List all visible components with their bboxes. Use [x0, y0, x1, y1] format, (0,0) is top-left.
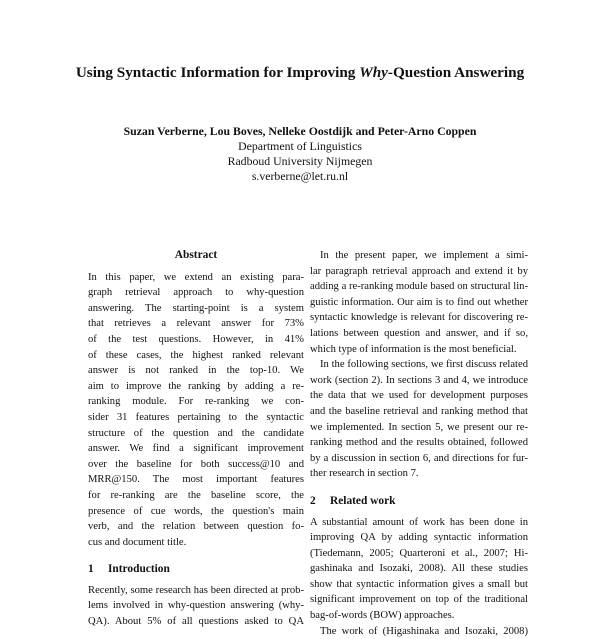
abstract-line: verb, and the relation between question fo- [88, 521, 304, 533]
left-column [88, 248, 304, 630]
author-email: s.verberne@let.ru.nl [251, 169, 349, 183]
author-names: Suzan Verberne, Lou Boves, Nelleke Oostdijk and Peter-Arno Coppen [123, 124, 477, 138]
related-line: bag-of-words (BOW) approaches. [310, 610, 455, 622]
body-line: syntactic knowledge is relevant for discovering re- [310, 312, 528, 324]
intro-line: lems involved in why-question answering (why- [88, 600, 304, 612]
body-line: guistic information. Our aim is to find out whether [310, 296, 528, 308]
body-line: which type of information is the most beneficial. [310, 343, 517, 355]
body-line: work (section 2). In sections 3 and 4, we introduce [310, 374, 528, 386]
intro-line: QA). About 5% of all questions asked to QA [88, 616, 304, 628]
section-title: Introduction [108, 563, 170, 576]
body-line: In the present paper, we implement a simi- [320, 250, 528, 261]
abstract-line: cus and document title. [88, 536, 187, 548]
body-line: lations between question and answer, and if so, [310, 327, 528, 339]
title-italic-why: Why [359, 64, 388, 81]
related-line: gashinaka and Isozaki, 2008). All these studies [310, 563, 528, 575]
related-line: significant improvement on top of the traditional [310, 594, 528, 606]
section-heading-related-work [310, 494, 528, 510]
abstract-line: sider 31 features pertaining to the syntactic [88, 411, 304, 423]
abstract-line: aim to improve the ranking by adding a re- [88, 380, 304, 392]
body-line: ther research in section 7. [310, 468, 419, 480]
section-heading-introduction [88, 562, 304, 578]
body-line: we implemented. In section 5, we present our re- [310, 421, 528, 433]
body-line: adding a re-ranking module based on structural lin- [310, 281, 528, 293]
abstract-line: structure of the question and the candidate [88, 427, 304, 439]
abstract-body [88, 270, 304, 551]
paper-title [0, 64, 600, 82]
related-line: The work of (Higashinaka and Isozaki, 2008) [320, 625, 528, 637]
right-column [310, 248, 528, 639]
body-line: lar paragraph retrieval approach and extend it by [310, 265, 528, 277]
abstract-heading: Abstract [174, 249, 218, 261]
abstract-line: MRR@150. The most important features [88, 474, 304, 486]
abstract-line: over the baseline for both success@10 and [88, 458, 304, 470]
title-prefix: Using Syntactic Information for Improving [75, 64, 360, 81]
related-line: improving QA by adding syntactic information [310, 532, 528, 544]
abstract-line: answer. We find a significant improvement [88, 443, 304, 455]
related-line: A substantial amount of work has been done in [310, 516, 528, 528]
abstract-line: presence of cue words, the question's main [88, 505, 304, 517]
body-line: In the following sections, we first discuss related [320, 359, 528, 371]
abstract-line: graph retrieval approach to why-question [88, 287, 304, 299]
author-department: Department of Linguistics [238, 139, 362, 153]
abstract-line: of these cases, the highest ranked relevant [88, 349, 304, 361]
abstract-line: answer is not ranked in the top-10. We [88, 365, 304, 377]
title-suffix: -Question Answering [387, 64, 525, 81]
intro-line: Recently, some research has been directed at prob- [88, 584, 304, 596]
author-university: Radboud University Nijmegen [227, 154, 373, 168]
section-number: 2 [310, 494, 316, 507]
abstract-line: In this paper, we extend an existing para- [88, 271, 304, 283]
abstract-line: for re-ranking are the baseline score, the [88, 489, 304, 501]
abstract-line: that retrieves a relevant answer for 73% [88, 318, 304, 330]
related-line: show that syntactic information gives a small but [310, 578, 528, 590]
section-title: Related work [330, 494, 396, 507]
abstract-line: ranking module. For re-ranking we con- [88, 396, 304, 408]
body-line: the data that we used for development purposes [310, 390, 528, 402]
section-number: 1 [88, 563, 94, 576]
body-line: and the baseline retrieval and ranking method that [310, 405, 528, 417]
abstract-line: of the test questions. However, in 41% [88, 333, 304, 345]
related-line: (Tiedemann, 2005; Quarteroni et al., 2007; Hi- [310, 547, 528, 559]
body-line: by a discussion in section 6, and directions for fur- [310, 452, 528, 464]
abstract-line: answering. The starting-point is a system [88, 302, 304, 314]
body-line: ranking method and the results obtained, followed [310, 437, 528, 449]
author-block [0, 124, 600, 184]
